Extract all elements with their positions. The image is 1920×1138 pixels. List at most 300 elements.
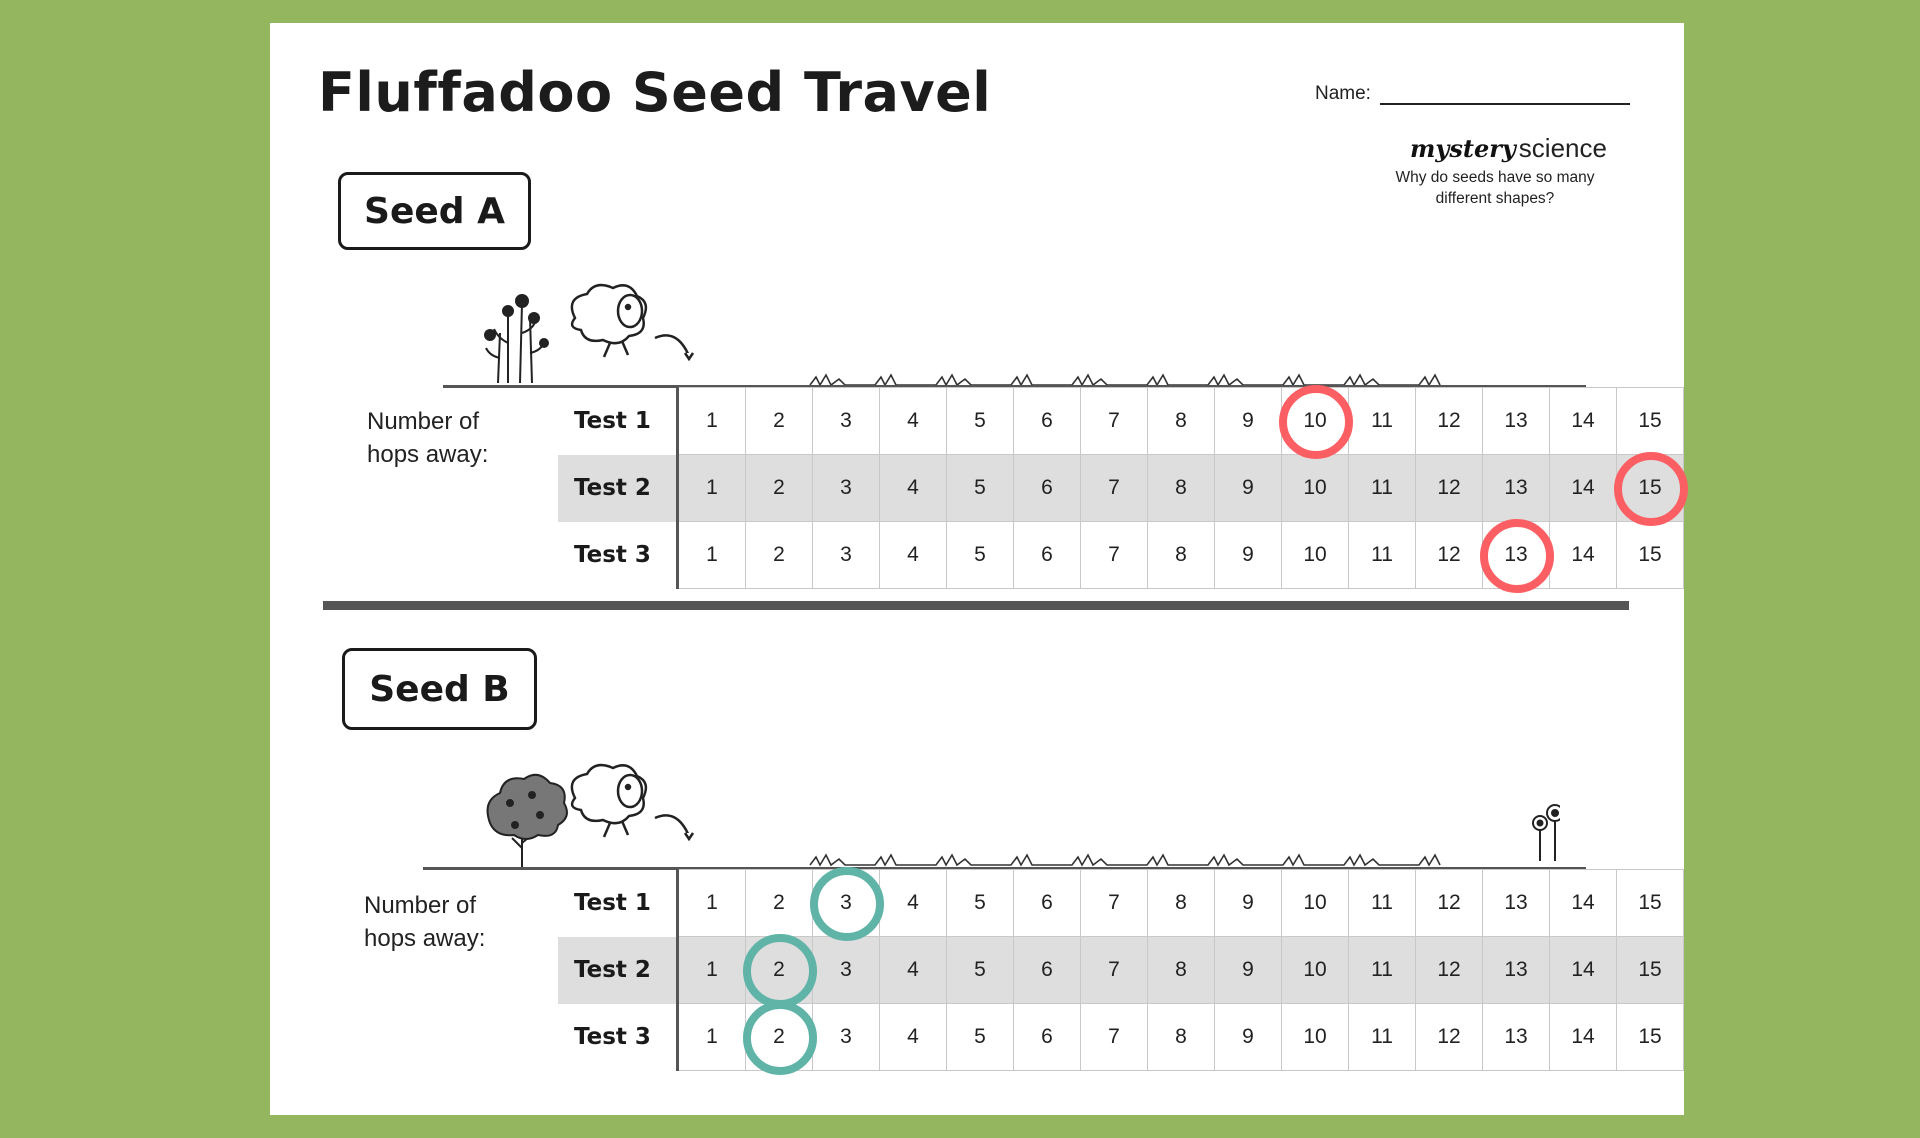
hop-cell-content <box>1014 522 1080 588</box>
hop-number: 4 <box>907 476 919 499</box>
hop-cell-content <box>947 870 1013 936</box>
hop-number: 1 <box>706 476 718 499</box>
hop-number: 14 <box>1571 409 1595 432</box>
hop-cell-content <box>880 937 946 1003</box>
hop-cell-content <box>1282 522 1348 588</box>
plant-icon <box>485 295 548 383</box>
hops-away-label: Number of hops away: <box>367 408 489 468</box>
hop-cell[interactable] <box>1617 937 1684 1004</box>
hop-number: 3 <box>840 958 852 981</box>
hop-cell[interactable] <box>1014 1004 1081 1071</box>
hop-cell-content <box>1550 455 1616 521</box>
hop-cell-content <box>1483 522 1549 588</box>
hop-cell[interactable] <box>1416 1004 1483 1071</box>
hop-cell[interactable] <box>813 522 880 589</box>
hop-number: 4 <box>907 543 919 566</box>
hop-cell[interactable] <box>813 870 880 937</box>
hop-cell[interactable] <box>1349 455 1416 522</box>
hop-cell[interactable] <box>1148 522 1215 589</box>
section-divider <box>323 601 1629 610</box>
hop-cell-content <box>1148 1004 1214 1070</box>
hop-number: 10 <box>1303 1025 1327 1048</box>
hop-number: 13 <box>1504 476 1528 499</box>
hop-cell-content <box>746 870 812 936</box>
hop-cell-content <box>880 870 946 936</box>
hop-number: 8 <box>1175 543 1187 566</box>
hop-number: 6 <box>1041 1025 1053 1048</box>
hop-cell[interactable] <box>1215 455 1282 522</box>
hop-number: 1 <box>706 958 718 981</box>
hop-cell[interactable] <box>1215 1004 1282 1071</box>
hop-number: 10 <box>1303 409 1327 432</box>
hop-cell-content <box>1617 522 1683 588</box>
hop-cell[interactable] <box>880 937 947 1004</box>
hop-cell-content <box>746 455 812 521</box>
hop-number: 15 <box>1638 476 1662 499</box>
hop-cell-content <box>813 870 879 936</box>
flowers-icon <box>1533 805 1560 861</box>
hop-cell[interactable] <box>813 1004 880 1071</box>
hop-number: 9 <box>1242 409 1254 432</box>
hop-cell[interactable] <box>880 522 947 589</box>
hop-cell-content <box>679 1004 745 1070</box>
test-row <box>558 388 1684 455</box>
seed-b-label: Seed B <box>342 648 537 730</box>
test-row <box>558 522 1684 589</box>
hop-cell[interactable] <box>746 388 813 455</box>
hop-cell[interactable] <box>1282 1004 1349 1071</box>
hop-number: 1 <box>706 409 718 432</box>
seed-b-table <box>558 869 1684 1071</box>
hop-number: 14 <box>1571 476 1595 499</box>
hop-cell-content <box>880 522 946 588</box>
hop-cell[interactable] <box>947 937 1014 1004</box>
hop-cell-content <box>1550 522 1616 588</box>
hop-cell[interactable] <box>1014 522 1081 589</box>
hop-number: 10 <box>1303 958 1327 981</box>
hop-number: 7 <box>1108 1025 1120 1048</box>
hop-number: 7 <box>1108 476 1120 499</box>
seed-b-illustration <box>460 743 1560 868</box>
hop-number: 2 <box>773 891 785 914</box>
hop-number: 6 <box>1041 891 1053 914</box>
hop-cell-content <box>1416 1004 1482 1070</box>
hop-cell[interactable] <box>1550 388 1617 455</box>
lesson-subtitle: Why do seeds have so many different shapes? <box>1395 169 1595 207</box>
hop-cell-content <box>1282 937 1348 1003</box>
hop-cell[interactable] <box>1148 870 1215 937</box>
hop-number: 3 <box>840 1025 852 1048</box>
hop-cell-content <box>1148 870 1214 936</box>
hop-cell[interactable] <box>1014 937 1081 1004</box>
hop-number: 1 <box>706 543 718 566</box>
hop-cell[interactable] <box>1282 937 1349 1004</box>
fluffadoo-icon <box>572 765 693 839</box>
hop-cell-content <box>1014 388 1080 454</box>
hop-cell[interactable] <box>1148 455 1215 522</box>
hop-cell-content <box>1416 937 1482 1003</box>
hop-cell-content <box>813 937 879 1003</box>
hop-number: 6 <box>1041 409 1053 432</box>
hop-cell-content <box>1215 455 1281 521</box>
hop-number: 5 <box>974 891 986 914</box>
hop-number: 14 <box>1571 1025 1595 1048</box>
hop-cell-content <box>1617 870 1683 936</box>
hop-cell[interactable] <box>1617 522 1684 589</box>
hop-cell[interactable] <box>746 455 813 522</box>
hop-cell[interactable] <box>1416 870 1483 937</box>
hop-cell-content <box>1550 388 1616 454</box>
hop-cell-content <box>1148 388 1214 454</box>
hop-cell-content <box>679 455 745 521</box>
hop-number: 5 <box>974 958 986 981</box>
hop-cell-content <box>1215 937 1281 1003</box>
hop-cell[interactable] <box>1148 1004 1215 1071</box>
hop-cell-content <box>813 388 879 454</box>
hop-cell[interactable] <box>1349 1004 1416 1071</box>
hop-cell-content <box>1014 937 1080 1003</box>
hop-cell-content <box>1148 455 1214 521</box>
hop-cell[interactable] <box>1014 870 1081 937</box>
hop-number: 13 <box>1504 958 1528 981</box>
hop-cell[interactable] <box>1617 870 1684 937</box>
hop-number: 8 <box>1175 958 1187 981</box>
hop-cell-content <box>947 1004 1013 1070</box>
hop-cell-content <box>679 937 745 1003</box>
hop-number: 9 <box>1242 958 1254 981</box>
hop-cell-content <box>1617 1004 1683 1070</box>
hop-cell[interactable] <box>746 937 813 1004</box>
hop-number: 13 <box>1504 409 1528 432</box>
hop-number: 3 <box>840 409 852 432</box>
hops-away-label: Number of hops away: <box>364 892 486 952</box>
hop-cell-content <box>1014 1004 1080 1070</box>
name-field[interactable] <box>1380 103 1630 105</box>
hop-cell[interactable] <box>1416 522 1483 589</box>
hop-cell[interactable] <box>1483 937 1550 1004</box>
hop-cell[interactable] <box>678 870 746 937</box>
hop-cell-content <box>679 388 745 454</box>
hop-number: 9 <box>1242 891 1254 914</box>
hop-cell-content <box>1416 388 1482 454</box>
hop-cell-content <box>1550 1004 1616 1070</box>
hop-cell-content <box>1349 455 1415 521</box>
hop-cell[interactable] <box>947 522 1014 589</box>
hop-cell-content <box>1483 388 1549 454</box>
hop-number: 13 <box>1504 543 1528 566</box>
hop-cell[interactable] <box>1282 522 1349 589</box>
hop-number: 4 <box>907 409 919 432</box>
hop-cell-content <box>1081 1004 1147 1070</box>
name-label: Name: <box>1315 83 1371 104</box>
hop-number: 13 <box>1504 1025 1528 1048</box>
hop-cell[interactable] <box>1215 870 1282 937</box>
hop-cell-content <box>813 1004 879 1070</box>
hop-number: 13 <box>1504 891 1528 914</box>
hop-cell[interactable] <box>1483 388 1550 455</box>
hop-cell[interactable] <box>1416 937 1483 1004</box>
hop-cell[interactable] <box>1081 388 1148 455</box>
hop-number: 5 <box>974 476 986 499</box>
hop-cell-content <box>1282 1004 1348 1070</box>
hop-cell-content <box>1349 522 1415 588</box>
hop-cell[interactable] <box>1483 455 1550 522</box>
seed-a-table <box>558 387 1684 589</box>
hop-number: 14 <box>1571 958 1595 981</box>
hop-cell-content <box>1617 388 1683 454</box>
hop-number: 6 <box>1041 958 1053 981</box>
hop-cell-content <box>1148 937 1214 1003</box>
hop-number: 12 <box>1437 409 1461 432</box>
hop-cell-content <box>1282 455 1348 521</box>
grass-edge <box>810 855 1440 865</box>
hop-cell[interactable] <box>1483 1004 1550 1071</box>
hop-cell-content <box>1081 388 1147 454</box>
test-row <box>558 1004 1684 1071</box>
hop-cell[interactable] <box>1081 522 1148 589</box>
hop-cell-content <box>880 455 946 521</box>
hop-cell-content <box>746 522 812 588</box>
hop-cell[interactable] <box>880 455 947 522</box>
hop-number: 2 <box>773 409 785 432</box>
hop-cell[interactable] <box>1483 870 1550 937</box>
hop-number: 15 <box>1638 1025 1662 1048</box>
seed-a-illustration <box>460 263 1560 388</box>
hop-cell[interactable] <box>1550 455 1617 522</box>
hop-cell-content <box>1483 870 1549 936</box>
hop-cell-content <box>679 522 745 588</box>
hop-number: 4 <box>907 891 919 914</box>
brand-logo-bold: mystery <box>1410 134 1516 163</box>
hop-cell[interactable] <box>1416 455 1483 522</box>
hop-cell[interactable] <box>880 1004 947 1071</box>
hop-number: 11 <box>1371 409 1393 432</box>
hop-cell-content <box>1215 522 1281 588</box>
seed-a-label: Seed A <box>338 172 531 250</box>
hop-number: 8 <box>1175 476 1187 499</box>
hop-cell[interactable] <box>1215 937 1282 1004</box>
hop-cell-content <box>1416 455 1482 521</box>
hop-cell-content <box>1617 937 1683 1003</box>
hop-cell-content <box>1081 522 1147 588</box>
hop-number: 12 <box>1437 958 1461 981</box>
hop-cell[interactable] <box>880 388 947 455</box>
hop-cell-content <box>1416 522 1482 588</box>
hop-number: 1 <box>706 1025 718 1048</box>
hop-cell-content <box>1081 937 1147 1003</box>
hop-cell-content <box>1349 1004 1415 1070</box>
hop-cell[interactable] <box>1550 522 1617 589</box>
hop-number: 2 <box>773 476 785 499</box>
hop-cell-content <box>1550 937 1616 1003</box>
hop-number: 9 <box>1242 476 1254 499</box>
hop-cell-content <box>1148 522 1214 588</box>
hop-number: 11 <box>1371 958 1393 981</box>
hop-cell-content <box>947 522 1013 588</box>
hop-cell[interactable] <box>678 1004 746 1071</box>
hop-cell[interactable] <box>880 870 947 937</box>
hop-number: 2 <box>773 958 785 981</box>
hop-cell-content <box>1349 388 1415 454</box>
hop-cell-content <box>1483 455 1549 521</box>
hop-cell[interactable] <box>947 870 1014 937</box>
hop-number: 15 <box>1638 543 1662 566</box>
hop-cell[interactable] <box>1617 388 1684 455</box>
hop-cell-content <box>813 522 879 588</box>
hop-number: 5 <box>974 409 986 432</box>
hop-cell[interactable] <box>1148 388 1215 455</box>
hop-number: 2 <box>773 543 785 566</box>
hop-cell[interactable] <box>746 870 813 937</box>
hop-cell[interactable] <box>947 1004 1014 1071</box>
hop-cell[interactable] <box>947 455 1014 522</box>
hop-number: 7 <box>1108 543 1120 566</box>
hop-cell[interactable] <box>1081 937 1148 1004</box>
hop-number: 9 <box>1242 1025 1254 1048</box>
hop-cell-content <box>1617 455 1683 521</box>
test-label: Test 1 <box>558 388 678 455</box>
hop-cell-content <box>746 1004 812 1070</box>
hop-cell[interactable] <box>1617 455 1684 522</box>
hop-number: 2 <box>773 1025 785 1048</box>
hop-number: 10 <box>1303 543 1327 566</box>
hop-cell-content <box>1550 870 1616 936</box>
test-row <box>558 455 1684 522</box>
hop-number: 11 <box>1371 476 1393 499</box>
hop-number: 5 <box>974 543 986 566</box>
hop-cell-content <box>1416 870 1482 936</box>
hop-cell-content <box>947 455 1013 521</box>
hop-cell-content <box>1215 1004 1281 1070</box>
hop-number: 12 <box>1437 543 1461 566</box>
hop-cell[interactable] <box>1416 388 1483 455</box>
test-label: Test 2 <box>558 937 678 1004</box>
hop-cell[interactable] <box>1349 388 1416 455</box>
tree-icon <box>488 775 567 868</box>
worksheet <box>270 23 1684 1115</box>
hop-number: 1 <box>706 891 718 914</box>
hop-number: 12 <box>1437 1025 1461 1048</box>
hop-cell[interactable] <box>1349 937 1416 1004</box>
hop-cell[interactable] <box>947 388 1014 455</box>
hop-number: 7 <box>1108 409 1120 432</box>
hop-number: 11 <box>1371 543 1393 566</box>
hop-number: 10 <box>1303 891 1327 914</box>
hop-cell-content <box>1282 870 1348 936</box>
hop-cell-content <box>1014 870 1080 936</box>
hop-cell[interactable] <box>1014 388 1081 455</box>
hop-cell-content <box>1349 937 1415 1003</box>
hop-cell[interactable] <box>1550 1004 1617 1071</box>
hop-cell[interactable] <box>1081 870 1148 937</box>
hop-cell-content <box>1215 870 1281 936</box>
hop-cell-content <box>1483 937 1549 1003</box>
hop-number: 6 <box>1041 543 1053 566</box>
hop-cell[interactable] <box>1215 522 1282 589</box>
hop-number: 11 <box>1371 1025 1393 1048</box>
hop-cell[interactable] <box>1014 455 1081 522</box>
hop-number: 15 <box>1638 958 1662 981</box>
hop-number: 5 <box>974 1025 986 1048</box>
hop-number: 12 <box>1437 476 1461 499</box>
hop-cell-content <box>1282 388 1348 454</box>
test-row <box>558 937 1684 1004</box>
test-label: Test 2 <box>558 455 678 522</box>
grass-edge <box>810 375 1440 385</box>
hop-cell-content <box>1215 388 1281 454</box>
hop-cell-content <box>947 388 1013 454</box>
brand-logo-light: science <box>1518 133 1607 163</box>
hop-cell-content <box>679 870 745 936</box>
hop-number: 14 <box>1571 543 1595 566</box>
hop-cell[interactable] <box>813 455 880 522</box>
hop-number: 3 <box>840 543 852 566</box>
hop-cell-content <box>1081 870 1147 936</box>
hop-cell[interactable] <box>678 522 746 589</box>
hop-cell[interactable] <box>1617 1004 1684 1071</box>
hop-cell[interactable] <box>1550 870 1617 937</box>
hop-number: 3 <box>840 476 852 499</box>
hop-cell[interactable] <box>1550 937 1617 1004</box>
page-title: Fluffadoo Seed Travel <box>318 61 992 124</box>
hop-cell[interactable] <box>1483 522 1550 589</box>
hop-cell[interactable] <box>1282 455 1349 522</box>
hop-cell[interactable] <box>1282 388 1349 455</box>
test-label: Test 1 <box>558 870 678 937</box>
hop-cell-content <box>813 455 879 521</box>
hop-number: 14 <box>1571 891 1595 914</box>
fluffadoo-icon <box>572 285 693 359</box>
hop-number: 12 <box>1437 891 1461 914</box>
hop-cell[interactable] <box>1215 388 1282 455</box>
hop-cell[interactable] <box>678 388 746 455</box>
hop-cell[interactable] <box>678 937 746 1004</box>
hop-number: 3 <box>840 891 852 914</box>
hop-cell-content <box>880 1004 946 1070</box>
hop-number: 7 <box>1108 891 1120 914</box>
hop-number: 15 <box>1638 891 1662 914</box>
hop-cell[interactable] <box>746 522 813 589</box>
test-label: Test 3 <box>558 1004 678 1071</box>
hop-cell-content <box>1014 455 1080 521</box>
hop-number: 15 <box>1638 409 1662 432</box>
hop-number: 4 <box>907 1025 919 1048</box>
hop-cell[interactable] <box>813 937 880 1004</box>
hop-cell-content <box>1349 870 1415 936</box>
hop-number: 4 <box>907 958 919 981</box>
hop-number: 8 <box>1175 409 1187 432</box>
hop-cell-content <box>1483 1004 1549 1070</box>
hop-cell[interactable] <box>813 388 880 455</box>
hop-cell[interactable] <box>1081 1004 1148 1071</box>
hop-cell-content <box>880 388 946 454</box>
hop-cell[interactable] <box>746 1004 813 1071</box>
hop-cell[interactable] <box>1081 455 1148 522</box>
hop-cell-content <box>947 937 1013 1003</box>
hop-cell[interactable] <box>1349 522 1416 589</box>
test-label: Test 3 <box>558 522 678 589</box>
hop-cell-content <box>746 388 812 454</box>
hop-number: 6 <box>1041 476 1053 499</box>
hop-number: 10 <box>1303 476 1327 499</box>
hop-cell[interactable] <box>1148 937 1215 1004</box>
hop-cell[interactable] <box>678 455 746 522</box>
hop-number: 8 <box>1175 891 1187 914</box>
hop-cell[interactable] <box>1282 870 1349 937</box>
hop-number: 8 <box>1175 1025 1187 1048</box>
hop-cell[interactable] <box>1349 870 1416 937</box>
hop-number: 7 <box>1108 958 1120 981</box>
